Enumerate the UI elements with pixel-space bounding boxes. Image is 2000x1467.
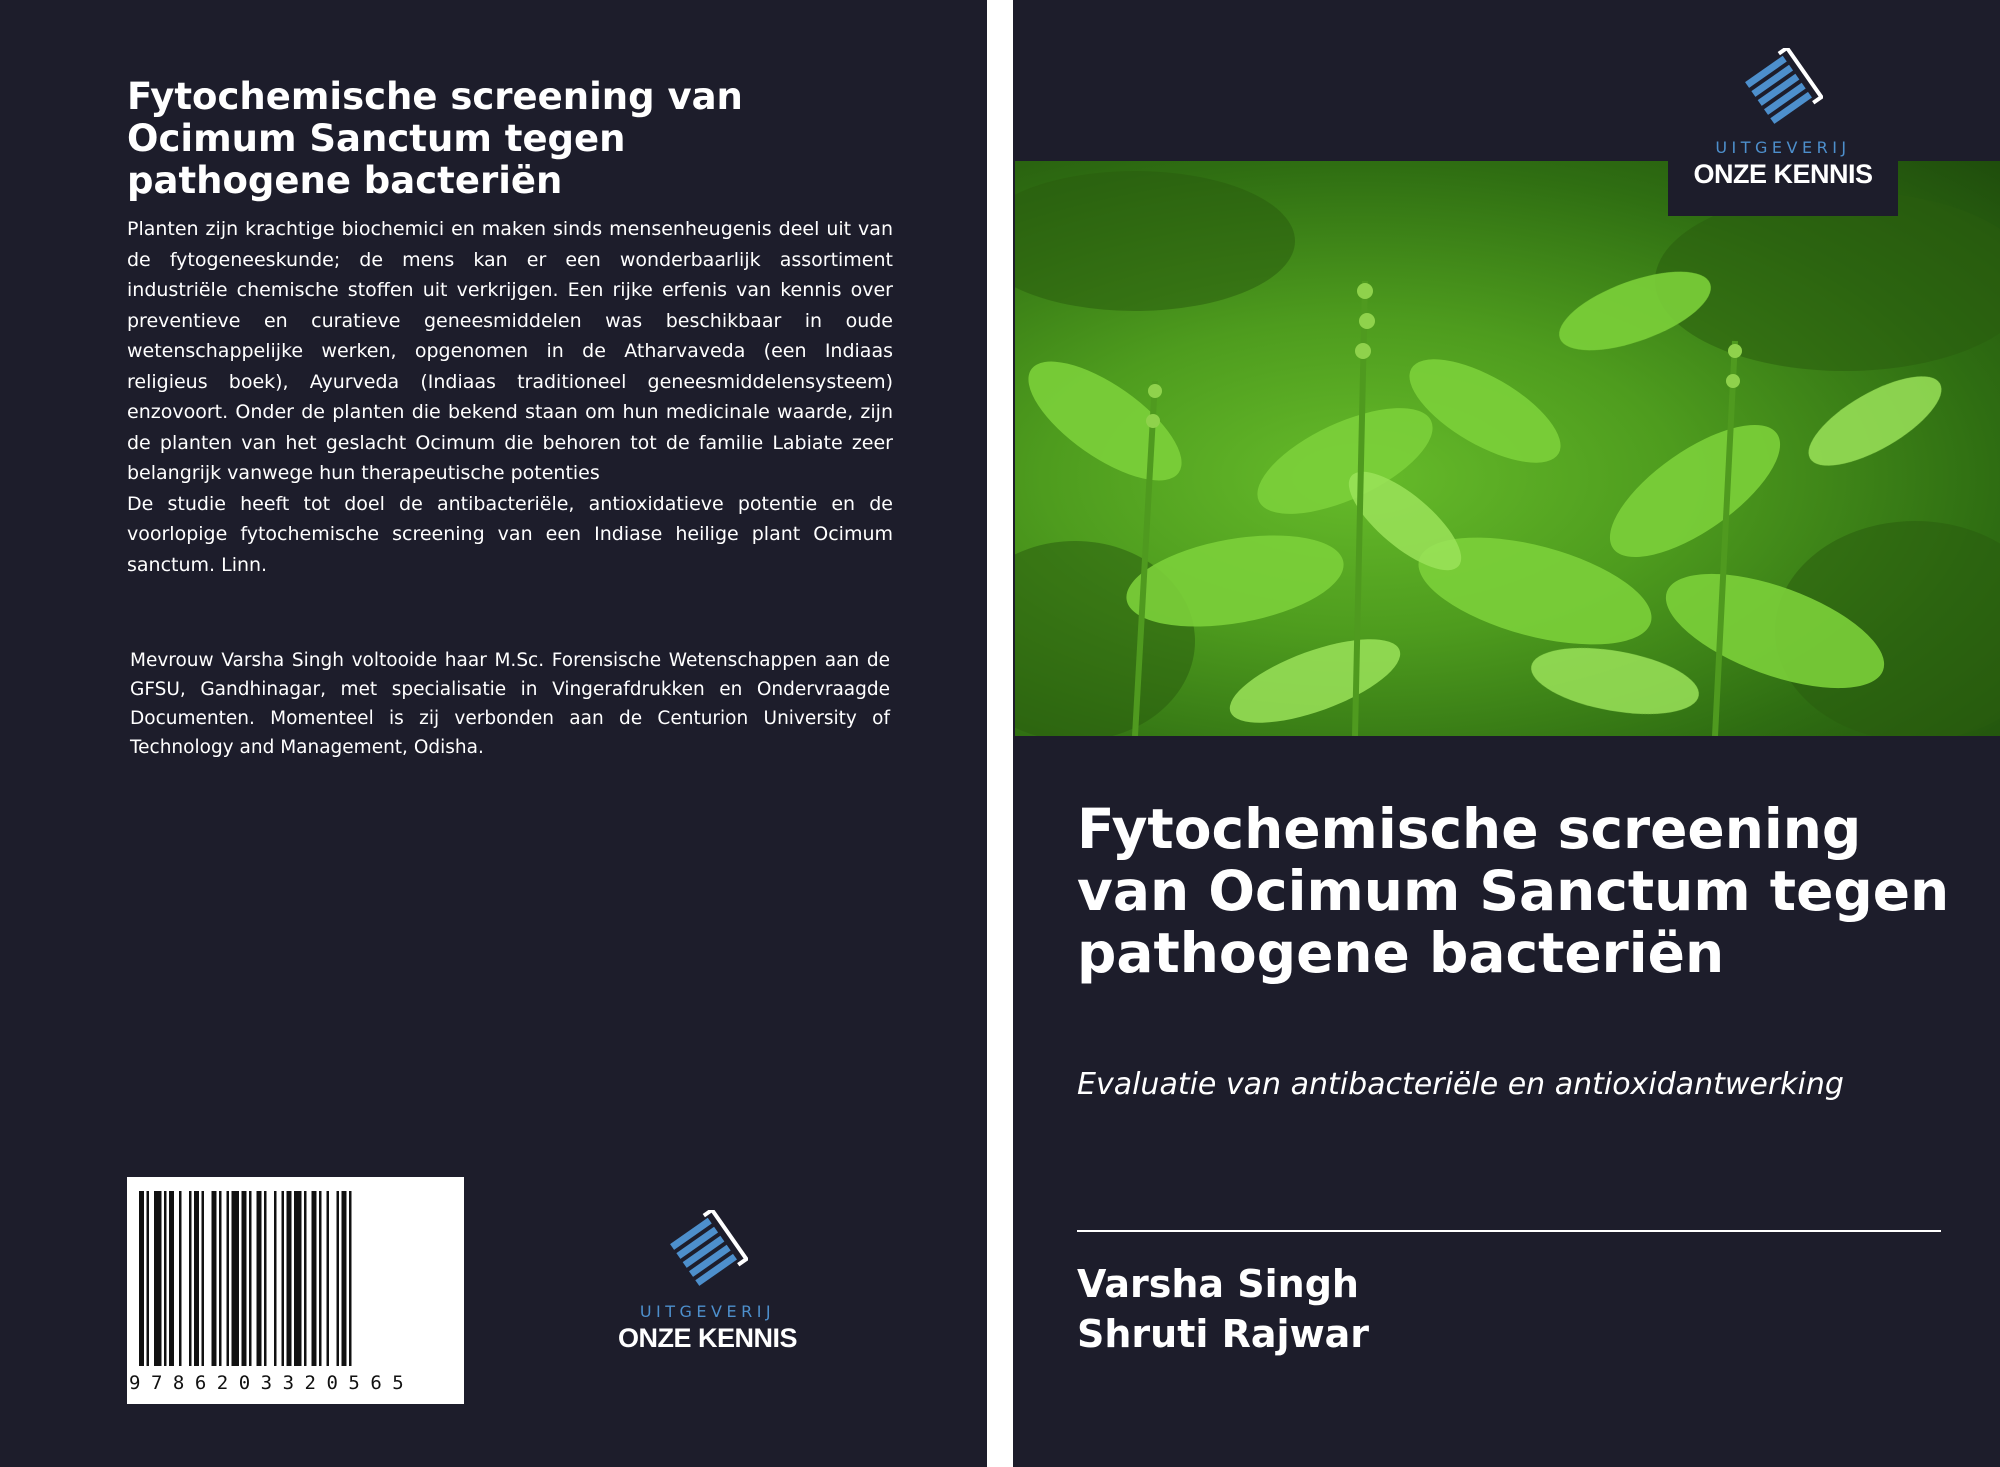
front-cover xyxy=(1013,0,2000,1467)
barcode-bar xyxy=(312,1191,317,1366)
barcode-bar xyxy=(319,1191,322,1366)
book-stack-logo-icon xyxy=(1743,48,1823,134)
leaf-illustration xyxy=(1015,161,2000,736)
author-biography: Mevrouw Varsha Singh voltooide haar M.Sc. Forensische Wetenschappen aan de GFSU, Gandhinagar, met specialisatie in Vingerafdrukken en Ondervraagde Documenten. Momenteel is zij verbonden aan de Centurion University of Technology and Management, Odisha. xyxy=(130,650,890,758)
publisher-top-line: UITGEVERIJ xyxy=(639,1302,776,1321)
barcode-bar xyxy=(227,1191,230,1366)
isbn-number: 9786203320565 xyxy=(129,1372,415,1394)
barcode-bar xyxy=(194,1191,199,1366)
barcode-bar xyxy=(349,1191,352,1366)
publisher-name: ONZE KENNIS xyxy=(1693,159,1873,189)
barcode-bar xyxy=(147,1191,150,1366)
barcode-bar xyxy=(257,1191,262,1366)
barcode-bar xyxy=(327,1191,330,1366)
front-cover-subtitle: Evaluatie van antibacteriële en antioxidantwerking xyxy=(1077,1067,1844,1102)
barcode-bar xyxy=(304,1191,307,1366)
publisher-top-line: UITGEVERIJ xyxy=(1715,138,1851,157)
barcode-bar xyxy=(232,1191,240,1366)
barcode-bar xyxy=(179,1191,182,1366)
barcode-bar xyxy=(139,1191,144,1366)
barcode-bar xyxy=(242,1191,247,1366)
barcode-bar xyxy=(164,1191,167,1366)
barcode-bars xyxy=(127,1177,464,1404)
book-spine xyxy=(987,0,1013,1467)
publisher-logo-back xyxy=(600,1210,815,1354)
barcode-bar xyxy=(264,1191,267,1366)
barcode-bar xyxy=(337,1191,340,1366)
description-paragraph-1: Planten zijn krachtige biochemici en maken sinds mensenheugenis deel uit van de fytogeneeskunde; de mens kan er een wonderbaarlijk assortiment industriële chemische stoffen uit verkrijgen. Een rijke erfenis van kennis over preventieve en curatieve geneesmiddelen was beschikbaar in oude wetenschappelijke werken, opgenomen in de Atharvaveda (een Indiaas religieus boek), Ayurveda (Indiaas traditioneel geneesmiddelensysteem) enzovoort. Onder de planten die bekend staan om hun medicinale waarde, zijn de planten van het geslacht Ocimum die behoren tot de familie Labiate zeer belangrijk vanwege hun therapeutische potenties xyxy=(127,218,893,484)
title-divider xyxy=(1077,1230,1941,1232)
basil-plant-photo xyxy=(1015,161,2000,736)
barcode-bar xyxy=(154,1191,162,1366)
book-stack-logo-icon xyxy=(668,1210,748,1296)
barcode-bar xyxy=(294,1191,302,1366)
barcode-bar xyxy=(274,1191,277,1366)
front-cover-title: Fytochemische screening van Ocimum Sanctum tegen pathogene bacteriën xyxy=(1077,797,1950,985)
barcode-bar xyxy=(342,1191,347,1366)
author-name-2: Shruti Rajwar xyxy=(1077,1312,1370,1356)
barcode-bar xyxy=(282,1191,285,1366)
barcode-bar xyxy=(219,1191,222,1366)
description-paragraph-2: De studie heeft tot doel de antibacteriële, antioxidatieve potentie en de voorlopige fytochemische screening van een Indiase heilige plant Ocimum sanctum. Linn. xyxy=(127,492,893,576)
barcode-bar xyxy=(287,1191,292,1366)
author-name-1: Varsha Singh xyxy=(1077,1262,1359,1306)
book-description xyxy=(127,214,893,580)
back-cover xyxy=(0,0,987,1467)
barcode-bar xyxy=(169,1191,174,1366)
barcode-bar xyxy=(189,1191,192,1366)
publisher-name: ONZE KENNIS xyxy=(617,1323,798,1353)
barcode-bar xyxy=(202,1191,205,1366)
publisher-logo-front xyxy=(1668,48,1898,216)
back-cover-title: Fytochemische screening van Ocimum Sanctum tegen pathogene bacteriën xyxy=(127,75,743,202)
isbn-barcode xyxy=(127,1177,464,1404)
barcode-bar xyxy=(249,1191,252,1366)
barcode-bar xyxy=(212,1191,217,1366)
